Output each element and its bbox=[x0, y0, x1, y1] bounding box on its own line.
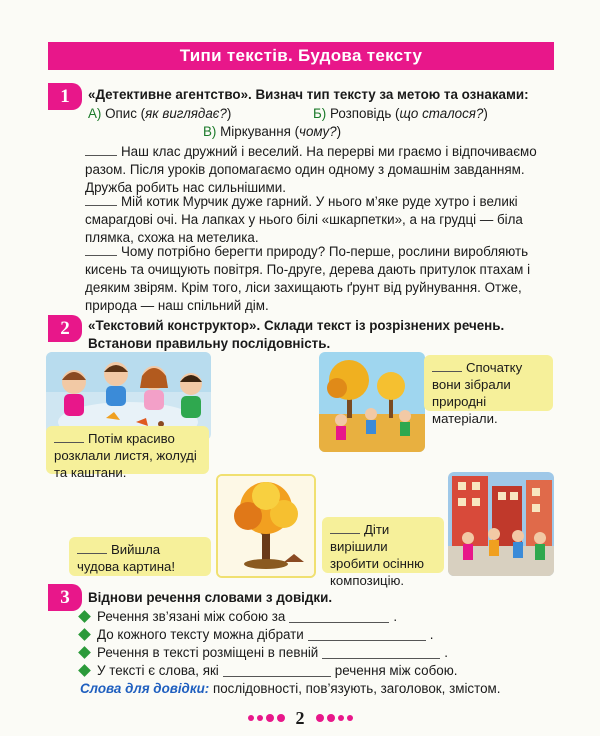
word-bank bbox=[80, 681, 500, 696]
task-3-title: Віднови речення словами з довідки. bbox=[88, 590, 333, 605]
option-c-close: ) bbox=[336, 124, 342, 139]
task-2-title bbox=[88, 317, 558, 353]
decor-dot-icon bbox=[327, 714, 335, 722]
sentence-label-4-text: Вийшла чудова картина! bbox=[77, 542, 176, 574]
order-blank[interactable] bbox=[77, 542, 107, 554]
sentence-item-4 bbox=[80, 663, 457, 678]
text-paragraph-3 bbox=[85, 243, 555, 315]
decor-dot-icon bbox=[257, 715, 263, 721]
sentence-item-3 bbox=[80, 645, 448, 660]
option-c-name: Міркування ( bbox=[216, 124, 300, 139]
sentence-label-1 bbox=[424, 355, 553, 426]
task-2-title-quoted: «Текстовий конструктор». bbox=[88, 318, 261, 333]
decor-dot-icon bbox=[248, 715, 254, 721]
answer-blank[interactable] bbox=[85, 244, 117, 256]
option-c bbox=[203, 124, 341, 139]
sentence-label-4 bbox=[69, 537, 211, 576]
page-title: Типи текстів. Будова тексту bbox=[48, 42, 554, 70]
option-a-name: Опис ( bbox=[101, 106, 146, 121]
bullet-diamond-icon bbox=[78, 664, 91, 677]
sentence-item-1-after: . bbox=[393, 609, 398, 624]
sentence-item-4-before: У тексті є слова, які bbox=[97, 663, 219, 678]
order-blank[interactable] bbox=[330, 522, 360, 534]
fill-blank[interactable] bbox=[223, 665, 331, 677]
answer-blank[interactable] bbox=[85, 194, 117, 206]
picture-autumn-park bbox=[319, 352, 425, 452]
sentence-item-1 bbox=[80, 609, 397, 624]
option-a-close: ) bbox=[226, 106, 232, 121]
bullet-diamond-icon bbox=[78, 610, 91, 623]
page-number bbox=[240, 707, 360, 729]
picture-children-city bbox=[448, 472, 554, 576]
text-paragraph-2 bbox=[85, 193, 555, 247]
decor-dot-icon bbox=[266, 714, 274, 722]
paragraph-2-text: Мій котик Мурчик дуже гарний. У нього м’яке руде хутро і великі смарагдові очі. На лапках у нього білі «шкарпетки», а на грудці — біла плямка, схожа на метелика. bbox=[85, 194, 523, 245]
option-a-letter: А) bbox=[88, 106, 102, 121]
option-a-hint: як виглядає? bbox=[145, 106, 227, 121]
decor-dot-icon bbox=[316, 714, 324, 722]
option-c-hint: чому? bbox=[299, 124, 337, 139]
bullet-diamond-icon bbox=[78, 628, 91, 641]
sentence-label-3-text: Діти вирішили зробити осінню композицію. bbox=[330, 522, 425, 588]
sentence-item-2-after: . bbox=[429, 627, 434, 642]
sentence-item-1-before: Речення зв’язані між собою за bbox=[97, 609, 286, 624]
option-b-letter: Б) bbox=[313, 106, 327, 121]
task-1-title bbox=[88, 86, 558, 104]
task-2-title-rest: Склади текст із розрізнених речень. Встанови правильну послідовність. bbox=[88, 318, 505, 351]
sentence-item-2 bbox=[80, 627, 434, 642]
fill-blank[interactable] bbox=[289, 611, 389, 623]
task-3-number: 3 bbox=[48, 584, 82, 611]
page-number-text: 2 bbox=[295, 707, 305, 728]
option-a bbox=[88, 106, 231, 121]
option-c-letter: В) bbox=[203, 124, 217, 139]
answer-blank[interactable] bbox=[85, 144, 117, 156]
option-b bbox=[313, 106, 488, 121]
option-b-close: ) bbox=[483, 106, 488, 121]
sentence-label-2 bbox=[46, 426, 209, 480]
task-1-title-rest: Визнач тип тексту за метою та ознаками: bbox=[251, 87, 529, 102]
task-1-number: 1 bbox=[48, 83, 82, 110]
bullet-diamond-icon bbox=[78, 646, 91, 659]
paragraph-1-text: Наш клас дружний і веселий. На перерві ми граємо і відпочиваємо разом. Після уроків допомагаємо один одному з домашнім завданням. Дружба робить нас сильнішими. bbox=[85, 144, 537, 195]
task-1-title-quoted: «Детективне агентство». bbox=[88, 87, 252, 102]
sentence-label-3 bbox=[322, 517, 444, 588]
option-b-name: Розповідь ( bbox=[326, 106, 400, 121]
picture-autumn-tree bbox=[216, 474, 316, 578]
sentence-item-4-after: речення між собою. bbox=[334, 663, 458, 678]
text-paragraph-1 bbox=[85, 143, 555, 197]
paragraph-3-text: Чому потрібно берегти природу? По-перше, рослини виробляють кисень та очищують повітря. По-друге, дерева дають притулок птахам і деяким звірям. Крім того, ліси захищають ґрунт від руйнування. Отже, природа — наш спільний дім. bbox=[85, 244, 531, 313]
word-bank-words: послідовності, пов’язують, заголовок, змістом. bbox=[209, 681, 501, 696]
fill-blank[interactable] bbox=[308, 629, 426, 641]
order-blank[interactable] bbox=[54, 431, 84, 443]
decor-dot-icon bbox=[347, 715, 353, 721]
fill-blank[interactable] bbox=[322, 647, 440, 659]
task-2-number: 2 bbox=[48, 315, 82, 342]
option-b-hint: що сталося? bbox=[399, 106, 484, 121]
word-bank-label: Слова для довідки: bbox=[80, 681, 210, 696]
sentence-label-2-text: Потім красиво розклали листя, жолуді та каштани. bbox=[54, 431, 197, 480]
sentence-item-3-after: . bbox=[444, 645, 449, 660]
decor-dot-icon bbox=[277, 714, 285, 722]
order-blank[interactable] bbox=[432, 360, 462, 372]
decor-dot-icon bbox=[338, 715, 344, 721]
sentence-item-3-before: Речення в тексті розміщені в певній bbox=[97, 645, 319, 660]
sentence-item-2-before: До кожного тексту можна дібрати bbox=[97, 627, 304, 642]
sentence-label-1-text: Спочатку вони зібрали природні матеріали. bbox=[432, 360, 523, 426]
